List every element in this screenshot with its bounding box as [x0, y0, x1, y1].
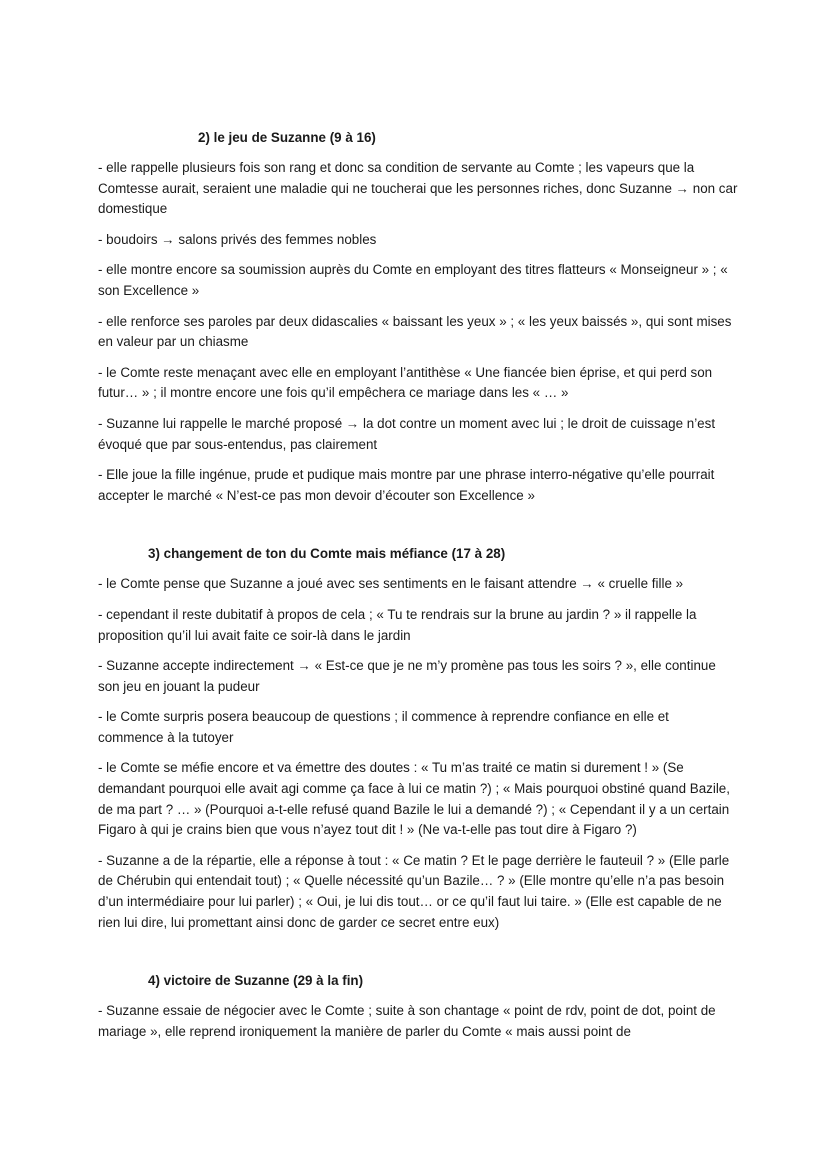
- section-title-4: 4) victoire de Suzanne (29 à la fin): [148, 973, 364, 989]
- paragraph: - le Comte se méfie encore et va émettre des doutes : « Tu m’as traité ce matin si durement ! » (Se demandant pourquoi elle avait agi comme ça face à lui ce matin ?) ; « Mais pourquoi obstiné quand Bazile, de ma part ? … » (Pourquoi a-t-elle refusé quand Bazile le lui a demandé ?) ; « Cependant il y a un certain Figaro à qui je crains bien que vous n’ayez tout dit ! » (Ne va-t-elle pas tout dire à Figaro ?): [98, 760, 730, 838]
- paragraph: - le Comte pense que Suzanne a joué avec ses sentiments en le faisant attendre → « cruelle fille »: [98, 576, 684, 592]
- paragraph: - Suzanne essaie de négocier avec le Comte ; suite à son chantage « point de rdv, point de dot, point de mariage », elle reprend ironiquement la manière de parler du Comte « mais aussi point de: [98, 1003, 716, 1039]
- paragraph: - elle renforce ses paroles par deux didascalies « baissant les yeux » ; « les yeux baissés », qui sont mises en valeur par un chiasme: [98, 313, 732, 350]
- paragraph: - elle montre encore sa soumission auprès du Comte en employant des titres flatteurs « Monseigneur » ; « son Excellence »: [98, 262, 728, 298]
- paragraph: - cependant il reste dubitatif à propos de cela ; « Tu te rendrais sur la brune au jardin ? » il rappelle la proposition qu’il lui avait faite ce soir-là dans le jardin: [98, 606, 697, 643]
- section-spacer: [98, 943, 738, 971]
- section-title-3: 3) changement de ton du Comte mais méfiance (17 à 28): [148, 546, 506, 562]
- section-title-2: 2) le jeu de Suzanne (9 à 16): [198, 130, 376, 145]
- paragraph: - Suzanne a de la répartie, elle a réponse à tout : « Ce matin ? Et le page derrière le fauteuil ? » (Elle parle de Chérubin qui entendait tout) ; « Quelle nécessité qu’un Bazile… ? » (Elle montre qu’elle n’a pas besoin d’un intermédiaire pour lui parler) ; « Oui, je lui dis tout… or ce qu’il faut lui taire. » (Elle est capable de ne rien lui dire, lui promettant ainsi donc de garder ce secret entre eux): [98, 852, 730, 930]
- section-spacer: [98, 516, 738, 544]
- paragraph: - Elle joue la fille ingénue, prude et pudique mais montre par une phrase interro-négative qu’elle pourrait accepter le marché « N’est-ce pas mon devoir d’écouter son Excellence »: [98, 467, 715, 503]
- paragraph: - Suzanne lui rappelle le marché proposé → la dot contre un moment avec lui ; le droit de cuissage n’est évoqué que par sous-entendus, pas clairement: [98, 415, 716, 452]
- paragraph: - elle rappelle plusieurs fois son rang et donc sa condition de servante au Comte ; les vapeurs que la Comtesse aurait, seraient une maladie qui ne toucherai que les personnes riches, donc Suzanne → non car domestique: [98, 160, 738, 217]
- paragraph: - le Comte surpris posera beaucoup de questions ; il commence à reprendre confiance en elle et commence à la tutoyer: [98, 709, 669, 745]
- paragraph: - le Comte reste menaçant avec elle en employant l’antithèse « Une fiancée bien éprise, et qui perd son futur… » ; il montre encore une fois qu’il empêchera ce mariage dans les « … »: [98, 364, 713, 401]
- paragraph: - Suzanne accepte indirectement → « Est-ce que je ne m’y promène pas tous les soirs ? », elle continue son jeu en jouant la pudeur: [98, 658, 716, 694]
- document-body: [98, 128, 738, 1052]
- paragraph: - boudoirs → salons privés des femmes nobles: [98, 231, 377, 247]
